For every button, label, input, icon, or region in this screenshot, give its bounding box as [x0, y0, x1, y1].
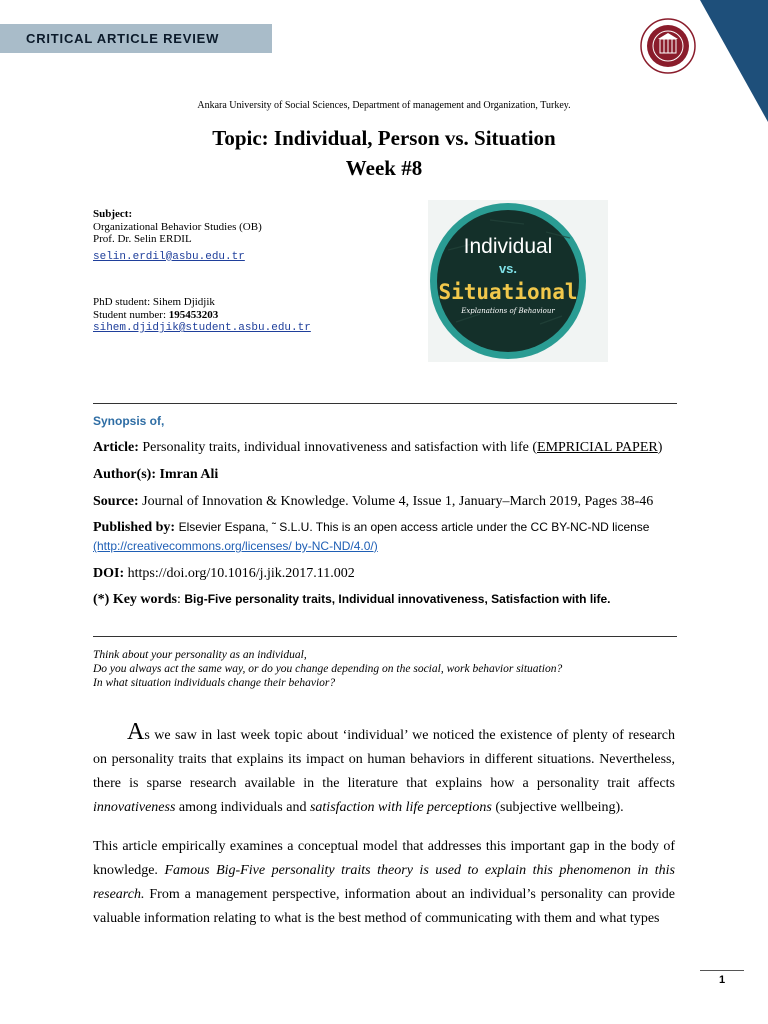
license-line [93, 539, 693, 555]
badge-line-1: Individual [463, 235, 553, 258]
keywords-line: (*) Key words: Big-Five personality traits, Individual innovativeness, Satisfaction with life. [93, 592, 611, 607]
drop-cap: A [127, 719, 145, 745]
document-banner [0, 24, 272, 53]
publisher-line [93, 520, 693, 536]
source-label: Source: [93, 494, 139, 509]
subject-label: Subject: [93, 208, 133, 220]
student-block [93, 296, 311, 335]
paragraph-1-italic-1: innovativeness [93, 800, 176, 815]
keywords-value: Big-Five personality traits, Individual innovativeness, Satisfaction with life. [184, 592, 611, 606]
article-close: ) [657, 440, 663, 455]
author-name: Imran Ali [159, 467, 219, 482]
affiliation-line: Ankara University of Social Sciences, Department of management and Organization, Turkey. [197, 100, 571, 111]
question-3: In what situation individuals change their behavior? [93, 677, 336, 689]
document-subtitle: Week #8 [345, 156, 423, 180]
student-number: 195453203 [168, 308, 219, 321]
questions-divider [93, 636, 677, 637]
body-paragraph-1 [93, 720, 675, 820]
professor-name: Prof. Dr. Selin ERDIL [93, 233, 192, 245]
student-number-label: Student number: [93, 308, 167, 321]
banner-label: CRITICAL ARTICLE REVIEW [26, 31, 220, 46]
article-label: Article: [93, 440, 139, 455]
paragraph-1-text-c: (subjective wellbeing). [491, 800, 624, 815]
doi-label: DOI: [93, 566, 125, 581]
publisher-text: Elsevier Espana, ˜ S.L.U. This is an open access article under the CC BY-NC-ND license [178, 520, 650, 534]
badge-line-3: Situational [438, 280, 578, 304]
synopsis-heading: Synopsis of, [93, 414, 165, 428]
article-line [93, 440, 693, 456]
keywords-label: (*) Key words [93, 592, 177, 607]
publisher-label: Published by: [93, 520, 176, 535]
page-number: 1 [718, 974, 726, 986]
course-name: Organizational Behavior Studies (OB) [93, 220, 262, 233]
source-line [93, 494, 693, 510]
subject-block [93, 208, 262, 263]
student-email-link[interactable]: sihem.djidjik@student.asbu.edu.tr [93, 322, 311, 334]
author-line [93, 467, 693, 483]
university-seal-icon [640, 18, 696, 74]
paragraph-2-italic: Famous Big-Five personality traits theory is used to explain this phenomenon in this research. [93, 863, 675, 902]
paragraph-2-text-b: From a management perspective, information about an individual’s personality can provide valuable information relating to what is the best method of communicating with them and what types [93, 887, 675, 926]
paragraph-2-text-a: This article empirically examines a conceptual model that addresses this important gap in the body of knowledge. [93, 839, 675, 878]
badge-line-4: Explanations of Behaviour [461, 307, 555, 315]
student-name: PhD student: Sihem Djidjik [93, 296, 215, 308]
paragraph-1-italic-2: satisfaction with life perceptions [309, 800, 492, 815]
professor-email-link[interactable]: selin.erdil@asbu.edu.tr [93, 250, 245, 263]
paragraph-1-text-b: among individuals and [175, 800, 310, 815]
document-title: Topic: Individual, Person vs. Situation [212, 126, 556, 150]
paragraph-1-text-a: s we saw in last week topic about ‘individual’ we noticed the existence of plenty of research on personality traits that explains its impact on human behaviors in different situations. Nevertheless, there is sparse research available in the literature that explains how a personality trait affects [93, 728, 675, 791]
badge-line-2: vs. [498, 261, 518, 276]
body-paragraph-2 [93, 835, 675, 931]
footer-rule [700, 970, 744, 971]
individual-vs-situational-badge [428, 200, 608, 362]
license-link[interactable]: (http://creativecommons.org/licenses/ by-NC-ND/4.0/) [93, 539, 378, 553]
doi-value[interactable]: https://doi.org/10.1016/j.jik.2017.11.002 [127, 566, 355, 581]
author-label: Author(s): [93, 467, 156, 482]
article-title: Personality traits, individual innovativeness and satisfaction with life ( [142, 440, 538, 455]
section-divider [93, 403, 677, 404]
article-type: EMPRICIAL PAPER [537, 440, 658, 455]
source-text: Journal of Innovation & Knowledge. Volume 4, Issue 1, January–March 2019, Pages 38-46 [142, 494, 654, 509]
question-2: Do you always act the same way, or do you change depending on the social, work behavior situation? [93, 663, 563, 675]
question-1: Think about your personality as an individual, [93, 649, 307, 661]
doi-line [93, 566, 693, 582]
